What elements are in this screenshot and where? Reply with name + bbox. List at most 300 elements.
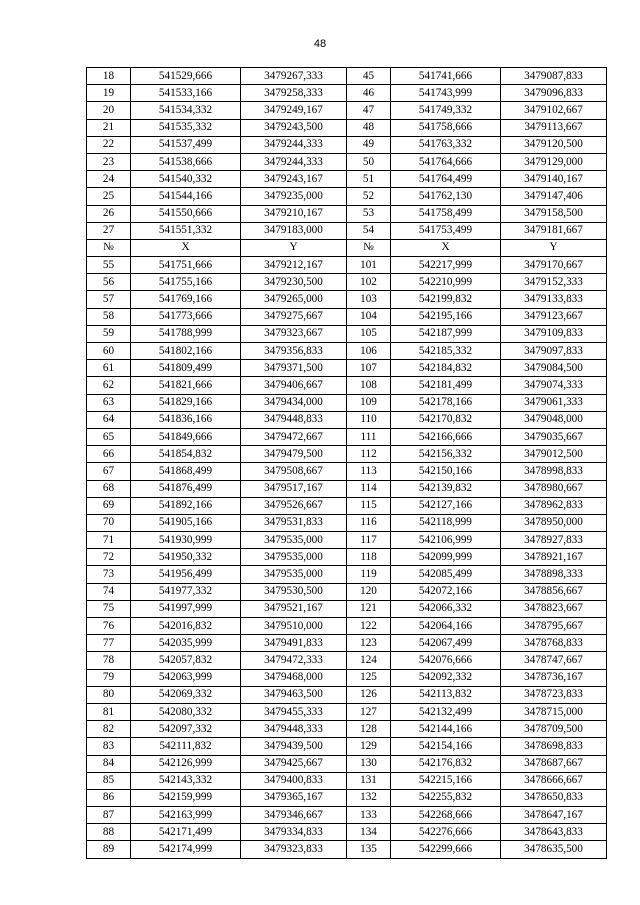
table-cell: 541538,666: [131, 153, 241, 170]
table-cell: 542035,999: [131, 635, 241, 652]
table-cell: 3478950,000: [501, 514, 607, 531]
table-cell: 3479235,000: [241, 188, 347, 205]
table-cell: 541751,666: [131, 257, 241, 274]
table-cell: 542118,999: [391, 514, 501, 531]
table-cell: 542174,999: [131, 841, 241, 858]
table-cell: 50: [347, 153, 391, 170]
table-cell: 3478823,667: [501, 600, 607, 617]
table-cell: 3479491,833: [241, 635, 347, 652]
table-cell: 542154,166: [391, 738, 501, 755]
table-cell: 542185,332: [391, 343, 501, 360]
table-cell: 69: [87, 497, 131, 514]
table-cell: 541741,666: [391, 68, 501, 85]
table-cell: 111: [347, 428, 391, 445]
table-row: [87, 85, 607, 102]
table-cell: 84: [87, 755, 131, 772]
table-row: [87, 841, 607, 858]
table-cell: 3479123,667: [501, 308, 607, 325]
table-cell: 3479230,500: [241, 274, 347, 291]
table-cell: 542080,332: [131, 703, 241, 720]
table-cell: 3479109,833: [501, 325, 607, 342]
table-cell: 541758,666: [391, 119, 501, 136]
table-cell: 541849,666: [131, 428, 241, 445]
table-cell: 126: [347, 686, 391, 703]
table-cell: 55: [87, 257, 131, 274]
table-cell: 47: [347, 102, 391, 119]
table-row: [87, 480, 607, 497]
table-cell: 127: [347, 703, 391, 720]
table-cell: 3479244,333: [241, 153, 347, 170]
table-cell: 66: [87, 446, 131, 463]
table-cell: 542092,332: [391, 669, 501, 686]
table-cell: 119: [347, 566, 391, 583]
table-cell: 3478715,000: [501, 703, 607, 720]
table-cell: 542076,666: [391, 652, 501, 669]
table-cell: 68: [87, 480, 131, 497]
table-row: [87, 566, 607, 583]
table-cell: 110: [347, 411, 391, 428]
table-row: [87, 136, 607, 153]
table-cell: 123: [347, 635, 391, 652]
table-cell: 24: [87, 171, 131, 188]
table-cell: 86: [87, 789, 131, 806]
table-cell: 3478723,833: [501, 686, 607, 703]
table-cell: 57: [87, 291, 131, 308]
table-cell: X: [391, 239, 501, 256]
table-cell: 118: [347, 549, 391, 566]
table-row: [87, 411, 607, 428]
table-cell: 19: [87, 85, 131, 102]
table-cell: 3479530,500: [241, 583, 347, 600]
table-row: [87, 532, 607, 549]
table-cell: 46: [347, 85, 391, 102]
table-cell: 541769,166: [131, 291, 241, 308]
table-cell: 542099,999: [391, 549, 501, 566]
table-cell: 78: [87, 652, 131, 669]
table-cell: 3478687,667: [501, 755, 607, 772]
table-row: [87, 102, 607, 119]
table-cell: 80: [87, 686, 131, 703]
table-cell: 120: [347, 583, 391, 600]
table-cell: 3479258,333: [241, 85, 347, 102]
table-cell: 52: [347, 188, 391, 205]
table-cell: 542215,166: [391, 772, 501, 789]
table-cell: 541868,499: [131, 463, 241, 480]
table-cell: 3478998,833: [501, 463, 607, 480]
table-cell: 542159,999: [131, 789, 241, 806]
table-cell: 542127,166: [391, 497, 501, 514]
table-cell: 542171,499: [131, 824, 241, 841]
table-cell: 542156,332: [391, 446, 501, 463]
table-cell: 83: [87, 738, 131, 755]
table-cell: 3479323,667: [241, 325, 347, 342]
table-cell: 541535,332: [131, 119, 241, 136]
table-row: [87, 308, 607, 325]
table-cell: 3479448,333: [241, 721, 347, 738]
table-cell: 51: [347, 171, 391, 188]
table-row: [87, 807, 607, 824]
table-cell: 3478768,833: [501, 635, 607, 652]
table-cell: 59: [87, 325, 131, 342]
table-cell: 541829,166: [131, 394, 241, 411]
table-cell: 3479244,333: [241, 136, 347, 153]
table-row: [87, 325, 607, 342]
table-cell: 3479535,000: [241, 549, 347, 566]
table-cell: 542255,832: [391, 789, 501, 806]
table-cell: 3479084,500: [501, 360, 607, 377]
table-cell: 542195,166: [391, 308, 501, 325]
table-cell: 541763,332: [391, 136, 501, 153]
table-cell: 3479346,667: [241, 807, 347, 824]
table-cell: 3478643,833: [501, 824, 607, 841]
table-cell: 542113,832: [391, 686, 501, 703]
table-cell: 3479508,667: [241, 463, 347, 480]
table-cell: 104: [347, 308, 391, 325]
table-cell: 542210,999: [391, 274, 501, 291]
table-cell: 115: [347, 497, 391, 514]
table-row: [87, 68, 607, 85]
table-cell: 107: [347, 360, 391, 377]
table-cell: 61: [87, 360, 131, 377]
table-cell: 3479183,000: [241, 222, 347, 239]
table-cell: 3479472,667: [241, 428, 347, 445]
table-row: [87, 652, 607, 669]
table-row: [87, 222, 607, 239]
table-row: [87, 514, 607, 531]
table-cell: 3479472,333: [241, 652, 347, 669]
table-cell: 3479120,500: [501, 136, 607, 153]
table-cell: 70: [87, 514, 131, 531]
table-cell: 124: [347, 652, 391, 669]
table-cell: 541773,666: [131, 308, 241, 325]
table-cell: 113: [347, 463, 391, 480]
table-cell: 3479531,833: [241, 514, 347, 531]
table-row: [87, 394, 607, 411]
table-cell: 541550,666: [131, 205, 241, 222]
table-cell: 3479147,406: [501, 188, 607, 205]
table-cell: 541892,166: [131, 497, 241, 514]
table-cell: 3478698,833: [501, 738, 607, 755]
table-cell: 125: [347, 669, 391, 686]
table-cell: 541788,999: [131, 325, 241, 342]
table-cell: 3479406,667: [241, 377, 347, 394]
table-row: [87, 549, 607, 566]
table-cell: 65: [87, 428, 131, 445]
table-cell: 3479434,000: [241, 394, 347, 411]
table-cell: 541753,499: [391, 222, 501, 239]
table-cell: 3479455,333: [241, 703, 347, 720]
table-cell: 3479170,667: [501, 257, 607, 274]
table-cell: 60: [87, 343, 131, 360]
table-cell: 48: [347, 119, 391, 136]
table-cell: 64: [87, 411, 131, 428]
table-cell: 25: [87, 188, 131, 205]
table-cell: 541802,166: [131, 343, 241, 360]
table-cell: 541529,666: [131, 68, 241, 85]
table-cell: X: [131, 239, 241, 256]
table-cell: 541930,999: [131, 532, 241, 549]
table-row: [87, 772, 607, 789]
table-cell: 3479012,500: [501, 446, 607, 463]
table-cell: 3479439,500: [241, 738, 347, 755]
table-cell: 542063,999: [131, 669, 241, 686]
table-cell: 541533,166: [131, 85, 241, 102]
table-cell: 542069,332: [131, 686, 241, 703]
table-cell: 62: [87, 377, 131, 394]
table-cell: 3478927,833: [501, 532, 607, 549]
table-cell: 101: [347, 257, 391, 274]
table-cell: 102: [347, 274, 391, 291]
table-cell: 541950,332: [131, 549, 241, 566]
table-cell: 3479535,000: [241, 566, 347, 583]
table-cell: 541743,999: [391, 85, 501, 102]
table-header-row: [87, 239, 607, 256]
table-row: [87, 153, 607, 170]
table-cell: 542126,999: [131, 755, 241, 772]
table-cell: 541854,832: [131, 446, 241, 463]
table-cell: 67: [87, 463, 131, 480]
table-cell: 3479152,333: [501, 274, 607, 291]
table-cell: 112: [347, 446, 391, 463]
table-cell: 3478666,667: [501, 772, 607, 789]
table-cell: 3479048,000: [501, 411, 607, 428]
table-cell: 542143,332: [131, 772, 241, 789]
table-cell: 3479521,167: [241, 600, 347, 617]
table-cell: 72: [87, 549, 131, 566]
table-cell: Y: [241, 239, 347, 256]
table-cell: 542097,332: [131, 721, 241, 738]
table-cell: 131: [347, 772, 391, 789]
table-cell: 22: [87, 136, 131, 153]
table-cell: 77: [87, 635, 131, 652]
table-cell: 82: [87, 721, 131, 738]
table-row: [87, 738, 607, 755]
table-cell: 3479448,833: [241, 411, 347, 428]
table-cell: 3479074,333: [501, 377, 607, 394]
table-cell: 3479468,000: [241, 669, 347, 686]
table-cell: 89: [87, 841, 131, 858]
table-row: [87, 446, 607, 463]
table-cell: 542176,832: [391, 755, 501, 772]
table-row: [87, 824, 607, 841]
table-row: [87, 755, 607, 772]
table-cell: 542276,666: [391, 824, 501, 841]
table-cell: 541764,499: [391, 171, 501, 188]
table-row: [87, 686, 607, 703]
table-cell: 3479133,833: [501, 291, 607, 308]
table-cell: 3479035,667: [501, 428, 607, 445]
table-cell: 541749,332: [391, 102, 501, 119]
table-cell: 3479356,833: [241, 343, 347, 360]
table-cell: 541977,332: [131, 583, 241, 600]
page-number: 48: [313, 38, 327, 50]
table-cell: 542163,999: [131, 807, 241, 824]
table-cell: 3479061,333: [501, 394, 607, 411]
table-cell: 3478980,667: [501, 480, 607, 497]
table-cell: 85: [87, 772, 131, 789]
table-row: [87, 669, 607, 686]
table-cell: 3479365,167: [241, 789, 347, 806]
table-row: [87, 583, 607, 600]
table-cell: 3479371,500: [241, 360, 347, 377]
coordinates-table: [86, 67, 607, 859]
table-cell: 128: [347, 721, 391, 738]
table-cell: 87: [87, 807, 131, 824]
table-cell: 542217,999: [391, 257, 501, 274]
table-cell: 109: [347, 394, 391, 411]
table-cell: 54: [347, 222, 391, 239]
table-cell: 3479334,833: [241, 824, 347, 841]
table-cell: 3479212,167: [241, 257, 347, 274]
table-cell: 3479526,667: [241, 497, 347, 514]
table-row: [87, 497, 607, 514]
table-cell: 3479113,667: [501, 119, 607, 136]
table-cell: 106: [347, 343, 391, 360]
table-cell: 542166,666: [391, 428, 501, 445]
table-cell: 49: [347, 136, 391, 153]
table-cell: 3479181,667: [501, 222, 607, 239]
table-cell: 541537,499: [131, 136, 241, 153]
table-cell: 542066,332: [391, 600, 501, 617]
table-row: [87, 360, 607, 377]
table-cell: 541876,499: [131, 480, 241, 497]
table-cell: 542016,832: [131, 618, 241, 635]
table-row: [87, 377, 607, 394]
table-cell: 88: [87, 824, 131, 841]
table-cell: 23: [87, 153, 131, 170]
table-cell: 542178,166: [391, 394, 501, 411]
table-cell: 81: [87, 703, 131, 720]
table-cell: 79: [87, 669, 131, 686]
table-cell: 3479265,000: [241, 291, 347, 308]
table-cell: 3478709,500: [501, 721, 607, 738]
table-cell: 3478747,667: [501, 652, 607, 669]
table-cell: 541544,166: [131, 188, 241, 205]
table-cell: 135: [347, 841, 391, 858]
table-cell: 3478962,833: [501, 497, 607, 514]
table-cell: 542187,999: [391, 325, 501, 342]
table-cell: 542085,499: [391, 566, 501, 583]
table-cell: 541755,166: [131, 274, 241, 291]
table-cell: 26: [87, 205, 131, 222]
table-cell: 133: [347, 807, 391, 824]
table-cell: 21: [87, 119, 131, 136]
table-cell: 3479425,667: [241, 755, 347, 772]
table-cell: 129: [347, 738, 391, 755]
table-cell: 541534,332: [131, 102, 241, 119]
table-cell: 541836,166: [131, 411, 241, 428]
table-cell: 73: [87, 566, 131, 583]
table-cell: 75: [87, 600, 131, 617]
table-row: [87, 119, 607, 136]
table-row: [87, 721, 607, 738]
table-cell: 541821,666: [131, 377, 241, 394]
table-cell: 542181,499: [391, 377, 501, 394]
table-cell: 3479096,833: [501, 85, 607, 102]
table-cell: 71: [87, 532, 131, 549]
table-cell: 3479087,833: [501, 68, 607, 85]
table-cell: 74: [87, 583, 131, 600]
table-row: [87, 463, 607, 480]
table-cell: 3479275,667: [241, 308, 347, 325]
table-cell: 542132,499: [391, 703, 501, 720]
table-cell: №: [347, 239, 391, 256]
table-cell: 53: [347, 205, 391, 222]
table-cell: 20: [87, 102, 131, 119]
table-cell: 3478647,167: [501, 807, 607, 824]
table-row: [87, 618, 607, 635]
table-cell: 108: [347, 377, 391, 394]
table-row: [87, 343, 607, 360]
table-cell: 542139,832: [391, 480, 501, 497]
table-cell: 58: [87, 308, 131, 325]
table-cell: 542184,832: [391, 360, 501, 377]
table-cell: 45: [347, 68, 391, 85]
table-cell: 3479267,333: [241, 68, 347, 85]
table-row: [87, 635, 607, 652]
table-cell: 542067,499: [391, 635, 501, 652]
table-cell: 3479463,500: [241, 686, 347, 703]
table-cell: 3479517,167: [241, 480, 347, 497]
table-cell: 542057,832: [131, 652, 241, 669]
table-row: [87, 291, 607, 308]
table-cell: 63: [87, 394, 131, 411]
table-cell: 542111,832: [131, 738, 241, 755]
table-cell: 3479097,833: [501, 343, 607, 360]
table-row: [87, 274, 607, 291]
table-cell: 116: [347, 514, 391, 531]
table-cell: 541758,499: [391, 205, 501, 222]
table-cell: 27: [87, 222, 131, 239]
table-cell: 103: [347, 291, 391, 308]
table-cell: 3478650,833: [501, 789, 607, 806]
table-cell: 114: [347, 480, 391, 497]
table-cell: 3479323,833: [241, 841, 347, 858]
table-cell: 542064,166: [391, 618, 501, 635]
table-cell: №: [87, 239, 131, 256]
table-cell: 132: [347, 789, 391, 806]
table-row: [87, 600, 607, 617]
table-cell: 3479479,500: [241, 446, 347, 463]
table-cell: 3479129,000: [501, 153, 607, 170]
table-cell: 117: [347, 532, 391, 549]
table-cell: 3479102,667: [501, 102, 607, 119]
table-cell: 542072,166: [391, 583, 501, 600]
table-cell: 542170,832: [391, 411, 501, 428]
table-row: [87, 789, 607, 806]
table-cell: 542106,999: [391, 532, 501, 549]
table-row: [87, 257, 607, 274]
table-cell: 3479140,167: [501, 171, 607, 188]
table-cell: 3478736,167: [501, 669, 607, 686]
table-cell: 18: [87, 68, 131, 85]
table-cell: 541540,332: [131, 171, 241, 188]
table-cell: 542299,666: [391, 841, 501, 858]
table-cell: 541762,130: [391, 188, 501, 205]
table-cell: 3478856,667: [501, 583, 607, 600]
table-cell: 105: [347, 325, 391, 342]
table-cell: 3479243,500: [241, 119, 347, 136]
table-row: [87, 171, 607, 188]
table-row: [87, 188, 607, 205]
table-cell: 542268,666: [391, 807, 501, 824]
table-cell: 3479243,167: [241, 171, 347, 188]
table-cell: 541905,166: [131, 514, 241, 531]
table-cell: 122: [347, 618, 391, 635]
table-cell: 56: [87, 274, 131, 291]
table-cell: Y: [501, 239, 607, 256]
table-row: [87, 703, 607, 720]
